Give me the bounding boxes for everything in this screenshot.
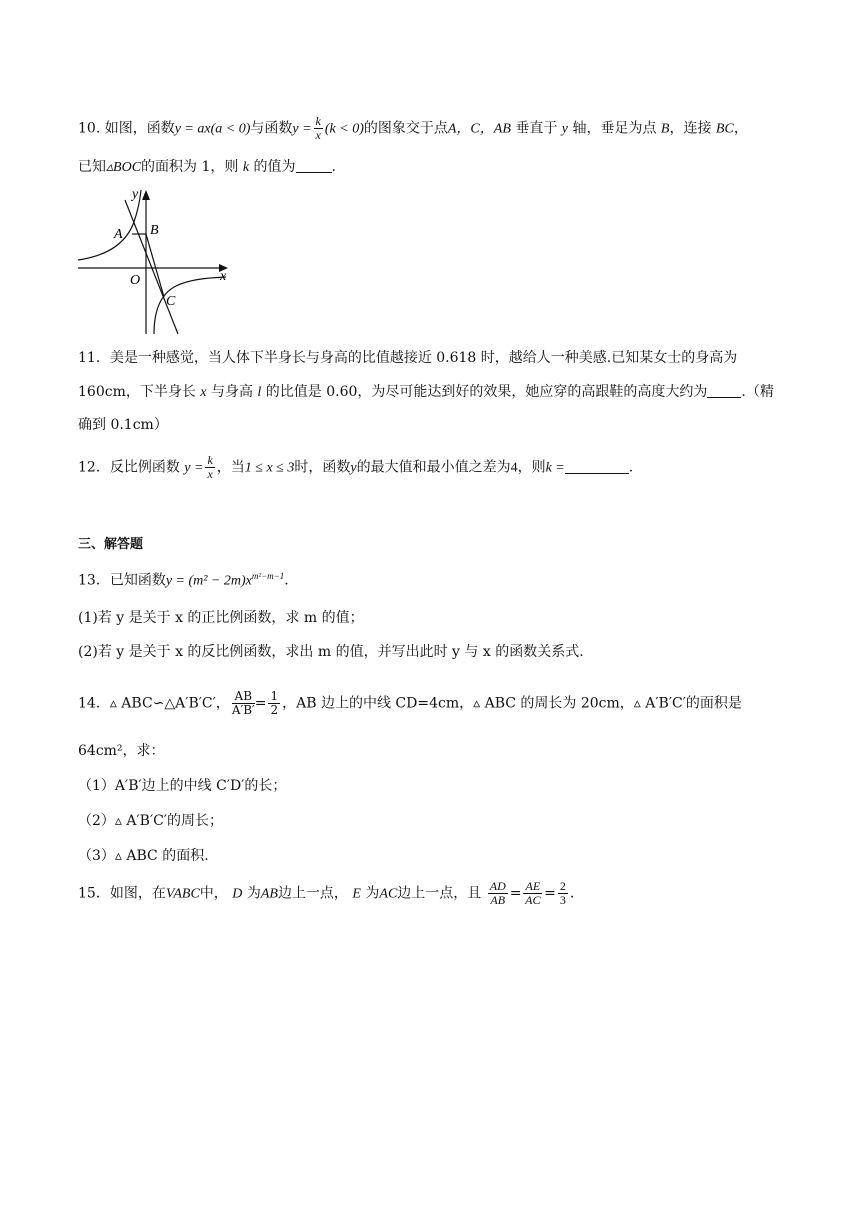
label-y: y xyxy=(132,187,139,202)
q13-exponent: m²−m−1 xyxy=(251,571,285,581)
q15-text: 边上一点， xyxy=(277,885,348,902)
q12-text: ，则 xyxy=(517,459,546,476)
hyperbola-branch-right xyxy=(154,277,226,334)
q14-part1: （1）A′B′边上的中线 C′D′的长； xyxy=(78,778,287,794)
q10-formula-inverse: y = xyxy=(292,121,312,137)
q10-text: ，连接 xyxy=(669,120,712,137)
fraction-denominator: A′B′ xyxy=(231,703,255,717)
fraction-numerator: AD xyxy=(489,879,506,893)
q10-text: 的面积为 1，则 xyxy=(141,159,239,175)
q12-y: y xyxy=(350,460,357,476)
fraction-denominator: x xyxy=(207,467,213,481)
answer-blank[interactable] xyxy=(707,383,741,398)
q12-text: ，当 xyxy=(216,459,245,476)
fraction-denominator: x xyxy=(315,128,321,142)
q10-text: 轴，垂足为点 xyxy=(572,120,657,137)
q15-text: 为 xyxy=(365,885,380,902)
q11-l: l xyxy=(257,385,262,400)
q10-line2 xyxy=(78,157,336,178)
q15-text: 中， xyxy=(199,885,228,902)
q10-function-graph xyxy=(76,182,242,338)
answer-blank[interactable] xyxy=(296,158,332,173)
q11-line2 xyxy=(78,382,774,403)
q14-equals: = xyxy=(254,695,267,712)
q12-four: 4 xyxy=(510,460,518,476)
q10-formula-linear: y = ax(a < 0) xyxy=(174,121,251,137)
q15-equals: = xyxy=(509,885,522,902)
q14-line1 xyxy=(78,690,742,717)
q15-equals: = xyxy=(544,885,556,902)
q15-text: 为 xyxy=(246,885,261,902)
q12-text: 12．反比例函数 xyxy=(78,459,180,476)
q11-text: 的比值是 0.60，为尽可能达到好的效果，她应穿的高跟鞋的高度大约为 xyxy=(265,384,708,400)
q10-axis: y xyxy=(561,121,568,137)
q11-text: .（精 xyxy=(741,384,774,400)
q13-part2: (2)若 y 是关于 x 的反比例函数，求出 m 的值，并写出此时 y 与 x 的函数关系式. xyxy=(78,644,584,660)
fraction-denominator: 2 xyxy=(270,703,279,717)
q14-part2: （2）▵ A′B′C′的周长； xyxy=(78,813,224,829)
q13-text: 13．已知函数 xyxy=(78,572,166,589)
label-a: A xyxy=(114,227,123,242)
q12-text: . xyxy=(628,459,634,476)
q12-fraction xyxy=(205,454,214,481)
fraction-numerator: k xyxy=(207,453,213,467)
q11-x: x xyxy=(200,385,207,400)
q13-text: . xyxy=(284,572,289,589)
q10-triangle: ▵BOC xyxy=(106,160,142,175)
label-c: C xyxy=(166,294,176,309)
q13-formula: y = (m² − 2m)x xyxy=(165,573,252,589)
q10-number: 10. xyxy=(78,120,101,137)
q10-condition: (k < 0) xyxy=(324,121,364,137)
fraction-numerator: AB xyxy=(232,690,255,704)
q10-text: ， xyxy=(733,120,748,137)
q13-line1 xyxy=(78,566,289,592)
label-b: B xyxy=(150,223,159,238)
fraction-denominator: 3 xyxy=(559,893,566,907)
q10-segment: BC xyxy=(715,121,734,137)
q12-text: 时，函数 xyxy=(294,459,351,476)
q11-text: 160cm，下半身长 xyxy=(78,384,196,400)
fraction-denominator: AB xyxy=(490,893,506,907)
q10-text: 的图象交于点 xyxy=(363,120,448,137)
q10-point-b: B xyxy=(660,121,670,137)
fraction-numerator: 2 xyxy=(559,879,566,893)
q15-text: 边上一点，且 xyxy=(397,885,482,902)
q12-condition: 1 ≤ x ≤ 3 xyxy=(244,460,295,476)
answer-blank[interactable] xyxy=(565,459,629,474)
y-axis-arrow xyxy=(142,190,150,200)
q14-half-fraction xyxy=(268,690,280,717)
section-heading: 三、解答题 xyxy=(78,537,144,552)
q10-points: A，C，AB xyxy=(447,121,511,137)
label-o: O xyxy=(130,273,141,288)
q10-k: k xyxy=(242,160,250,175)
q10-text: 已知 xyxy=(78,159,106,175)
q11-text: 与身高 xyxy=(210,384,253,400)
q14-part3: （3）▵ ABC 的面积. xyxy=(78,848,209,864)
q15-point-e: E xyxy=(352,886,361,902)
q15-line xyxy=(78,880,574,907)
q10-fraction xyxy=(314,115,323,142)
q15-ab: AB xyxy=(260,886,278,902)
q14-text: 14．▵ ABC∽△A′B′C′， xyxy=(78,695,230,712)
q15-fraction-ad-ab xyxy=(488,880,508,907)
line-y-ax xyxy=(125,200,178,334)
segment-bc xyxy=(146,234,164,297)
fraction-denominator: AC xyxy=(525,893,541,907)
q10-text: 垂直于 xyxy=(515,120,558,137)
label-x: x xyxy=(220,269,227,284)
fraction-numerator: AE xyxy=(525,879,541,893)
q10-text: . xyxy=(331,159,336,175)
q15-fraction-two-thirds xyxy=(558,880,568,907)
q12-line xyxy=(78,454,633,481)
q11-line3: 确到 0.1cm） xyxy=(78,417,168,433)
q15-text: . xyxy=(569,885,575,902)
fraction-numerator: 1 xyxy=(270,689,279,703)
q15-triangle: VABC xyxy=(165,886,200,902)
q14-line2: 64cm²，求： xyxy=(78,743,165,759)
q10-text: 与函数 xyxy=(250,120,293,137)
q15-text: 15．如图，在 xyxy=(78,885,166,902)
q10-text: 如图，函数 xyxy=(104,120,175,137)
q12-k: k = xyxy=(545,460,565,476)
q12-text: 的最大值和最小值之差为 xyxy=(356,459,511,476)
q14-text: ，AB 边上的中线 CD=4cm，▵ ABC 的周长为 20cm，▵ A′B′C′的面积是 xyxy=(282,695,742,712)
q11-line1: 11．美是一种感觉，当人体下半身长与身高的比值越接近 0.618 时，越给人一种美感.已知某女士的身高为 xyxy=(78,350,738,366)
q15-ac: AC xyxy=(379,886,398,902)
q10-text: 的值为 xyxy=(253,159,296,175)
q13-part1: (1)若 y 是关于 x 的正比例函数，求 m 的值； xyxy=(78,610,364,626)
q15-point-d: D xyxy=(232,886,243,902)
q10-line1 xyxy=(78,115,748,142)
fraction-numerator: k xyxy=(315,114,321,128)
q14-ratio-fraction xyxy=(232,690,255,717)
q12-formula: y = xyxy=(184,460,204,476)
q15-fraction-ae-ac xyxy=(523,880,542,907)
